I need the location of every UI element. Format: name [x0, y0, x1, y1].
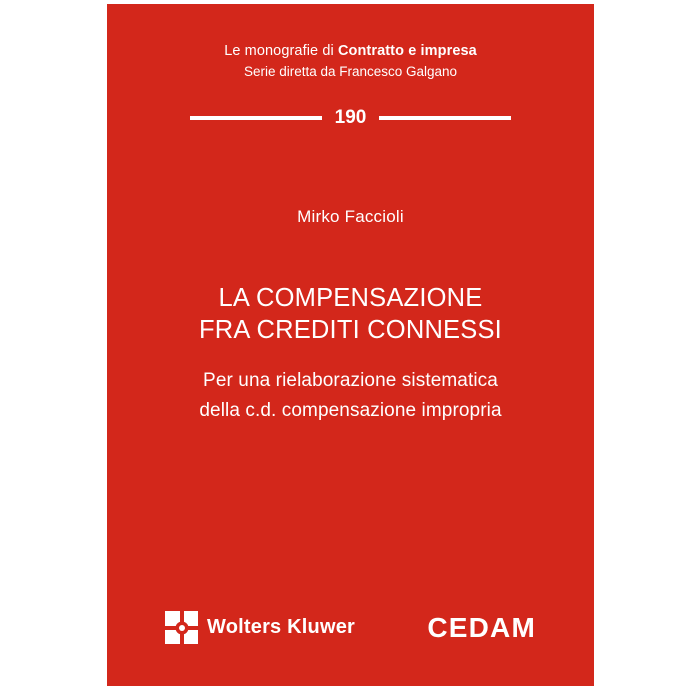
book-subtitle-line-2: della c.d. compensazione impropria [199, 400, 502, 421]
series-number-row [107, 108, 594, 127]
series-number: 190 [334, 107, 367, 128]
series-title-prefix: Le monografie di [224, 43, 338, 59]
wolters-kluwer-mark-icon [165, 611, 198, 644]
cedam-logo: CEDAM [427, 611, 536, 643]
book-title [107, 282, 594, 346]
publisher-logos [107, 611, 594, 644]
book-subtitle-line-1: Per una rielaborazione sistematica [203, 370, 498, 391]
wolters-kluwer-label: Wolters Kluwer [207, 616, 356, 638]
book-title-line-2: FRA CREDITI CONNESSI [199, 316, 502, 344]
series-title-name: Contratto e impresa [337, 43, 477, 59]
wolters-kluwer-logo [165, 611, 355, 644]
rule-left [190, 116, 322, 120]
author-name: Mirko Faccioli [297, 207, 404, 226]
series-block [107, 42, 594, 81]
rule-right [379, 116, 511, 120]
book-cover [107, 4, 594, 686]
series-title-line [107, 42, 594, 61]
series-editor: Serie diretta da Francesco Galgano [243, 64, 458, 79]
book-subtitle [107, 366, 594, 426]
book-title-line-1: LA COMPENSAZIONE [218, 284, 483, 312]
